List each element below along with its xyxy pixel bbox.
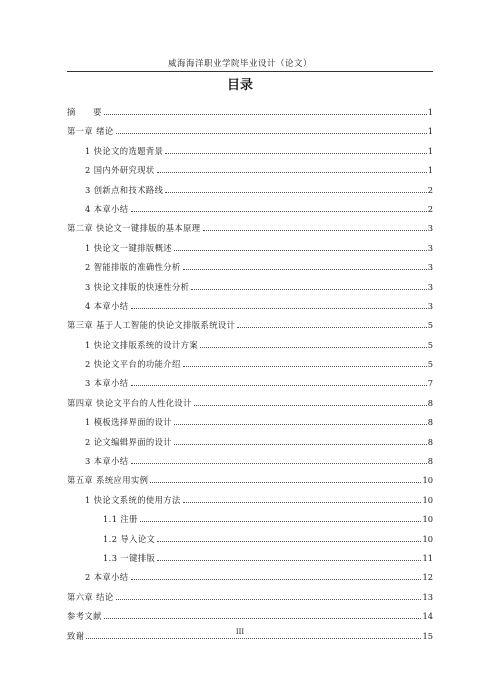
toc-entry-label: 3 快论文排版的快速性分析: [85, 281, 190, 292]
toc-entry-label: 2 智能排版的准确性分析: [85, 262, 181, 273]
toc-entry-page-number: 3: [427, 223, 433, 234]
toc-entry-page-number: 1: [427, 107, 433, 117]
toc-entry-label: 1.2 导入论文: [103, 533, 156, 544]
toc-entry-label: 2 国内外研究现状: [85, 165, 155, 176]
toc-entry-label: 3 本章小结: [85, 456, 129, 467]
dot-leader: [157, 541, 421, 542]
toc-entry-page-number: 1: [427, 126, 433, 137]
page-number-footer: III: [235, 628, 245, 636]
dot-leader: [183, 366, 427, 367]
dot-leader: [131, 385, 427, 386]
toc-entry[interactable]: [67, 145, 433, 164]
toc-entry[interactable]: [67, 319, 433, 338]
toc-entry[interactable]: [67, 474, 433, 493]
toc-entry-page-number: 10: [422, 494, 433, 505]
toc-entry[interactable]: [67, 300, 433, 319]
toc-entry-label: 第一章 绪论: [67, 126, 114, 137]
toc-entry[interactable]: [67, 358, 433, 377]
toc-entry-page-number: 1: [427, 145, 433, 156]
toc-entry-label: 参考文献: [67, 611, 102, 622]
toc-entry[interactable]: [67, 552, 433, 571]
toc-entry-page-number: 12: [422, 572, 433, 583]
dot-leader: [183, 502, 422, 503]
dot-leader: [131, 579, 422, 580]
dot-leader: [194, 405, 427, 406]
toc-entry[interactable]: [67, 377, 433, 396]
dot-leader: [183, 269, 427, 270]
dot-leader: [116, 133, 427, 134]
toc-entry-page-number: 5: [427, 339, 433, 350]
dot-leader: [157, 560, 421, 561]
toc-entry-page-number: 8: [427, 456, 433, 467]
toc-entry-label: 1 快论文排版系统的设计方案: [85, 339, 199, 350]
toc-entry[interactable]: [67, 610, 433, 629]
dot-leader: [200, 347, 427, 348]
dot-leader: [203, 230, 427, 231]
table-of-contents: [67, 106, 433, 649]
toc-entry-label: 3 创新点和技术路线: [85, 184, 164, 195]
toc-entry[interactable]: [67, 203, 433, 222]
dot-leader: [237, 327, 426, 328]
toc-entry-page-number: 11: [422, 552, 433, 563]
toc-entry[interactable]: [67, 281, 433, 300]
dot-leader: [174, 444, 427, 445]
dot-leader: [165, 192, 426, 193]
toc-entry[interactable]: [67, 261, 433, 280]
toc-entry[interactable]: [67, 455, 433, 474]
toc-entry-page-number: 1: [427, 165, 433, 176]
toc-entry-label: 4 本章小结: [85, 203, 129, 214]
toc-entry[interactable]: [67, 513, 433, 532]
toc-heading: 目录: [226, 78, 253, 93]
dot-leader: [157, 172, 427, 173]
dot-leader: [191, 289, 426, 290]
toc-entry-page-number: 5: [427, 320, 433, 331]
toc-entry-page-number: 3: [427, 242, 433, 253]
dot-leader: [131, 463, 427, 464]
toc-entry-label: 1 快论文的选题背景: [85, 145, 164, 156]
toc-entry-label: 2 本章小结: [85, 572, 129, 583]
toc-entry[interactable]: [67, 222, 433, 241]
toc-entry[interactable]: [67, 125, 433, 144]
toc-entry-page-number: 2: [427, 203, 433, 214]
dot-leader: [140, 521, 422, 522]
toc-entry[interactable]: [67, 106, 433, 125]
toc-entry-label: 第六章 结论: [67, 591, 114, 602]
toc-entry[interactable]: [67, 591, 433, 610]
dot-leader: [174, 424, 427, 425]
toc-entry[interactable]: [67, 339, 433, 358]
toc-entry-label: 4 本章小结: [85, 300, 129, 311]
toc-entry-page-number: 14: [422, 611, 433, 622]
toc-entry-page-number: 3: [427, 262, 433, 273]
toc-entry-page-number: 3: [427, 300, 433, 311]
toc-entry[interactable]: [67, 242, 433, 261]
toc-entry-page-number: 13: [422, 591, 433, 602]
dot-leader: [104, 618, 422, 619]
toc-entry-page-number: 5: [427, 359, 433, 370]
toc-entry-page-number: 8: [427, 397, 433, 408]
toc-entry-label: 2 快论文平台的功能介绍: [85, 359, 181, 370]
toc-entry-page-number: 3: [427, 281, 433, 292]
toc-entry-label: 1 快论文一键排版概述: [85, 242, 172, 253]
dot-leader: [165, 153, 426, 154]
dot-leader: [174, 250, 427, 251]
toc-entry-label: 3 本章小结: [85, 378, 129, 389]
dot-leader: [131, 211, 427, 212]
toc-entry-label: 2 论文编辑界面的设计: [85, 436, 172, 447]
toc-entry-label: 1.1 注册: [103, 514, 138, 525]
toc-entry-page-number: 10: [422, 514, 433, 525]
toc-entry[interactable]: [67, 436, 433, 455]
toc-entry[interactable]: [67, 571, 433, 590]
toc-entry-label: 第二章 快论文一键排版的基本原理: [67, 223, 201, 234]
header-divider: [67, 71, 433, 72]
running-header-title: 威海海洋职业学院毕业设计（论文）: [167, 59, 312, 69]
dot-leader: [116, 599, 422, 600]
toc-entry-label: 第四章 快论文平台的人性化设计: [67, 397, 192, 408]
toc-entry-label: 1.3 一键排版: [103, 552, 156, 563]
toc-entry-label: 1 模板选择界面的设计: [85, 417, 172, 428]
toc-entry[interactable]: [67, 164, 433, 183]
toc-entry-label: 第五章 系统应用实例: [67, 475, 149, 486]
dot-leader: [86, 638, 421, 639]
toc-entry-page-number: 10: [422, 475, 433, 486]
toc-entry-page-number: 7: [427, 378, 433, 389]
dot-leader: [104, 114, 427, 115]
dot-leader: [131, 308, 427, 309]
toc-entry-page-number: 15: [422, 630, 433, 641]
toc-entry[interactable]: [67, 494, 433, 513]
toc-entry-page-number: 10: [422, 533, 433, 544]
toc-entry-page-number: 2: [427, 184, 433, 195]
dot-leader: [150, 482, 421, 483]
toc-entry-label: 摘 要: [67, 107, 102, 117]
toc-entry-page-number: 8: [427, 436, 433, 447]
toc-entry[interactable]: [67, 184, 433, 203]
toc-entry-label: 1 快论文系统的使用方法: [85, 494, 181, 505]
toc-entry[interactable]: [67, 416, 433, 435]
toc-entry-label: 第三章 基于人工智能的快论文排版系统设计: [67, 320, 236, 331]
toc-entry-page-number: 8: [427, 417, 433, 428]
toc-entry-label: 致谢: [67, 630, 85, 641]
toc-entry[interactable]: [67, 397, 433, 416]
toc-entry[interactable]: [67, 533, 433, 552]
